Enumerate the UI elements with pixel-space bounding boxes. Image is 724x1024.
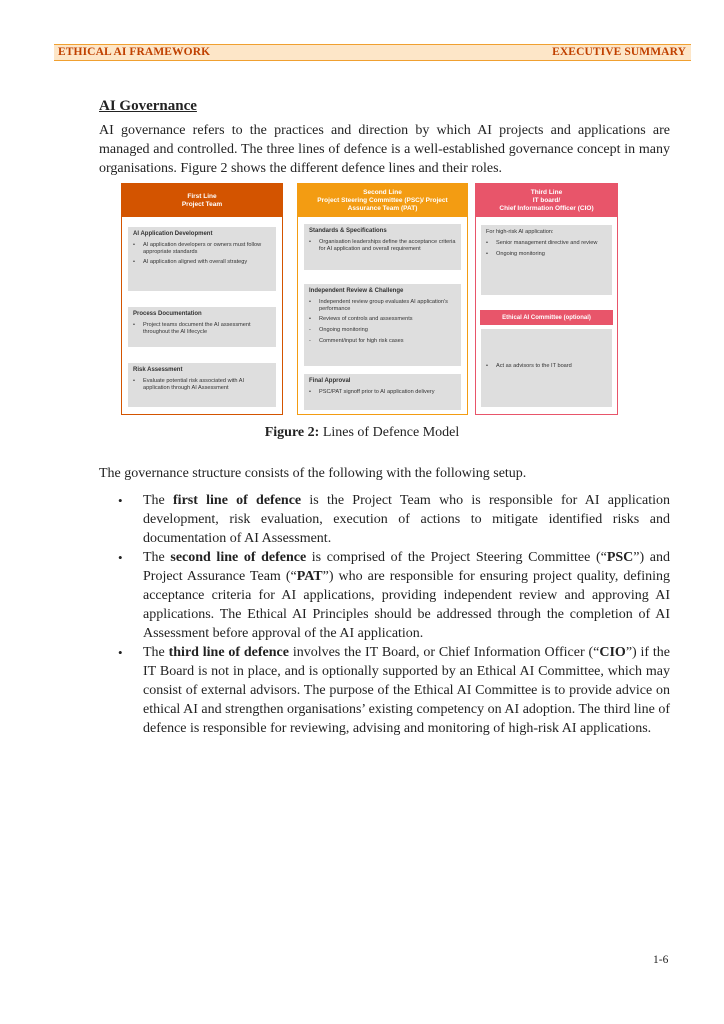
bold-text: PSC [606, 550, 634, 565]
box-title: AI Application Development [133, 231, 213, 237]
list-item [99, 643, 670, 738]
box-title: Process Documentation [133, 311, 202, 317]
text: The [143, 645, 169, 660]
list-item [99, 491, 670, 548]
list-item: - Comment/input for high risk cases [309, 338, 456, 345]
list-item: • AI application developers or owners must follow appropriate standards [133, 242, 271, 256]
process-doc-box [128, 307, 276, 347]
third-line-column [475, 183, 618, 415]
defence-lines-list [99, 491, 670, 738]
first-line-header [122, 184, 282, 217]
second-line-subtitle-2: Assurance Team (PAT) [347, 204, 418, 212]
independent-review-box [304, 284, 461, 366]
first-line-subtitle: Project Team [181, 200, 223, 208]
list-item: • Reviews of controls and assessments [309, 316, 456, 323]
bold-text: first line of defence [173, 493, 302, 508]
text: ”) and Project Assurance Team (“ [143, 550, 670, 584]
box-title: Final Approval [309, 378, 351, 384]
third-line-header [476, 184, 617, 217]
first-line-column [121, 183, 283, 415]
text: ”) if the IT Board is not in place, and is optionally supported by an Ethical AI Committee, which may consist of external advisors. The purpose of the Ethical AI Committee is to provide advice on ethical AI and strengthen organisations’ existing competency on AI adoption. The third line of defence is responsible for reviewing, advising and monitoring of high-risk AI applications. [143, 645, 671, 736]
bullet-icon: • [118, 493, 123, 508]
header-doc-title: ETHICAL AI FRAMEWORK [58, 46, 211, 58]
governance-lead: The governance structure consists of the following with the following setup. [99, 466, 527, 481]
box-title: Standards & Specifications [309, 228, 387, 234]
list-item: • Organisation leaderships define the acceptance criteria for AI application and overall requirement [309, 239, 456, 253]
bullet-icon: • [118, 550, 123, 565]
caption-label: Figure 2: [264, 425, 320, 440]
figure-caption [0, 425, 724, 441]
list-item: • Independent review group evaluates AI application's performance [309, 299, 456, 313]
lines-of-defence-diagram [121, 183, 618, 415]
final-approval-box [304, 374, 461, 410]
page-number: 1-6 [653, 954, 669, 966]
second-line-title: Second Line [363, 188, 402, 196]
second-line-subtitle: Project Steering Committee (PSC)/ Project [317, 196, 448, 204]
section-title: AI Governance [99, 98, 197, 114]
intro-paragraph: AI governance refers to the practices and direction by which AI projects and applications are managed and controlled. The three lines of defence is a well-established governance concept in many organisations. Figure 2 shows the different defence lines and their roles. [99, 123, 670, 176]
text: ”) who are responsible for ensuring project quality, defining acceptance criteria for AI applications, providing independent review and approving AI applications. The Ethical AI Principles should be addressed through the completion of AI Assessment before approval of the AI application. [143, 569, 670, 641]
list-item: • Evaluate potential risk associated with AI application through AI Assessment [133, 378, 271, 392]
list-item: • PSC/PAT signoff prior to AI application delivery [309, 389, 456, 396]
risk-assessment-box [128, 363, 276, 407]
bold-text: PAT [296, 569, 323, 584]
high-risk-box [481, 225, 612, 295]
first-line-title: First Line [187, 192, 217, 200]
caption-text: Lines of Defence Model [319, 425, 460, 440]
second-line-column [297, 183, 468, 415]
text: The [143, 493, 174, 508]
bullet-icon: • [118, 645, 123, 660]
page-header [54, 44, 691, 61]
third-line-subtitle-2: Chief Information Officer (CIO) [499, 204, 594, 212]
box-title: Risk Assessment [133, 367, 183, 373]
header-section-title: EXECUTIVE SUMMARY [552, 46, 686, 58]
bold-text: CIO [599, 645, 626, 660]
list-item: • Ongoing monitoring [486, 251, 607, 258]
text: involves the IT Board, or Chief Information Officer (“ [288, 645, 600, 660]
third-line-subtitle: IT board/ [532, 196, 561, 204]
text: is the Project Team who is responsible for AI application development, risk evaluation, execution of actions to mitigate identified risks and documentation of AI Assessment. [143, 493, 670, 546]
standards-box [304, 224, 461, 270]
third-line-title: Third Line [530, 188, 563, 196]
box-lead-text: For high-risk AI application: [486, 229, 554, 235]
list-item: • Project teams document the AI assessment throughout the AI lifecycle [133, 322, 271, 336]
text: is comprised of the Project Steering Committee (“ [306, 550, 607, 565]
list-item [99, 548, 670, 643]
ai-app-dev-box [128, 227, 276, 291]
box-title: Independent Review & Challenge [309, 288, 404, 294]
list-item: - Ongoing monitoring [309, 327, 456, 334]
advisors-box [481, 329, 612, 407]
list-item: • Senior management directive and review [486, 240, 607, 247]
list-item: • Act as advisors to the IT board [486, 363, 607, 370]
text: The [143, 550, 171, 565]
bold-text: second line of defence [170, 550, 307, 565]
second-line-header [298, 184, 467, 217]
list-item: • AI application aligned with overall strategy [133, 259, 271, 266]
ethical-ai-committee-header: Ethical AI Committee (optional) [480, 310, 613, 325]
bold-text: third line of defence [168, 645, 289, 660]
